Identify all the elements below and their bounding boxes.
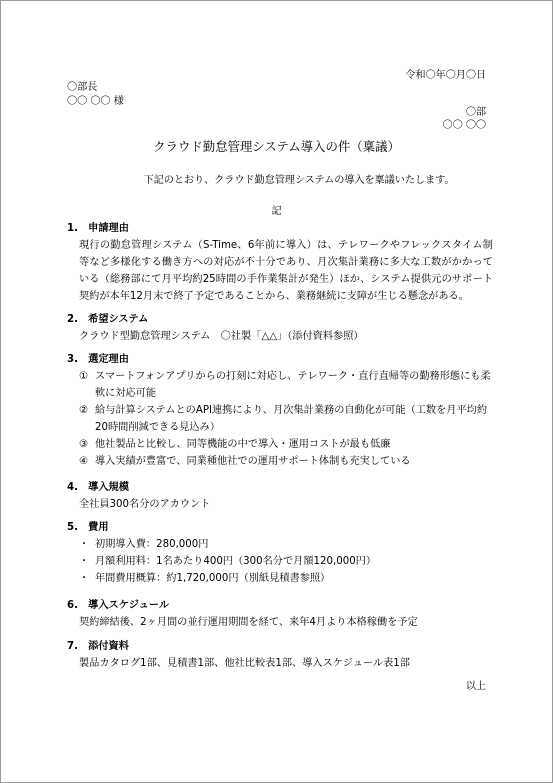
list-item: ・ 初期導入費：280,000円	[79, 536, 493, 553]
section-heading: 5. 費用	[67, 522, 109, 533]
section-heading: 4. 導入規模	[67, 482, 129, 493]
item-text: 他社製品と比較し、同等機能の中で導入・運用コストが最も低廉	[95, 439, 391, 450]
section-selection-reason	[67, 351, 493, 470]
closing-text: 以上	[465, 681, 486, 692]
intro-text: 下記のとおり、クラウド勤怠管理システムの導入を稟議いたします。	[143, 175, 455, 186]
list-item	[79, 436, 493, 453]
section-attachments	[67, 638, 493, 672]
section-heading: 2. 希望システム	[67, 314, 149, 325]
list-item: ・ 年間費用概算：約1,720,000円（別紙見積書参照）	[79, 570, 493, 587]
section-heading: 6. 導入スケジュール	[67, 600, 170, 611]
section-heading: 1. 申請理由	[67, 223, 129, 234]
section-paragraph: クラウド型勤怠管理システム 〇社製「△△」（添付資料参照）	[79, 331, 364, 342]
sender-name: 〇〇 〇〇	[442, 120, 486, 131]
item-number: ②	[79, 405, 89, 416]
list-item	[79, 402, 493, 436]
ki-marker: 記	[271, 206, 282, 217]
section-paragraph: 現行の勤怠管理システム（S-Time、6年前に導入）は、テレワークやフレックスタイム制等など多様化する働き方への対応が不十分であり、月次集計業務に多大な工数がかかっている（総務部にて月平均約25時間の手作業集計が発生）ほか、システム提供元のサポート契約が本年12月末で終了予定であることから、業務継続に支障が生じる懸念がある。	[79, 240, 493, 302]
list-item	[79, 368, 493, 402]
document-title: クラウド勤怠管理システム導入の件（稟議）	[153, 139, 400, 154]
section-desired-system	[67, 311, 493, 345]
reason-list	[67, 368, 493, 470]
cost-list	[67, 536, 493, 587]
section-paragraph: 製品カタログ1部、見積書1部、他社比較表1部、導入スケジュール表1部	[79, 658, 410, 669]
section-schedule	[67, 597, 493, 631]
recipient-name: 〇〇 〇〇 様	[67, 96, 124, 107]
section-heading: 3. 選定理由	[67, 354, 129, 365]
item-number: ①	[79, 371, 89, 382]
item-text: 導入実績が豊富で、同業種他社での運用サポート体制も充実している	[95, 456, 411, 467]
section-application-reason	[67, 220, 493, 305]
item-text: 給与計算システムとのAPI連携により、月次集計業務の自動化が可能（工数を月平均約20時間削減できる見込み）	[95, 405, 488, 433]
section-cost	[67, 519, 493, 587]
sender-department: 〇部	[465, 107, 486, 118]
section-paragraph: 契約締結後、2ヶ月間の並行運用期間を経て、来年4月より本格稼働を予定	[79, 617, 418, 628]
list-item	[79, 453, 493, 470]
item-number: ③	[79, 439, 89, 450]
recipient-department: 〇部長	[67, 82, 98, 93]
section-scale	[67, 479, 493, 513]
section-heading: 7. 添付資料	[67, 641, 129, 652]
section-paragraph: 全社員300名分のアカウント	[79, 499, 211, 510]
list-item: ・ 月額利用料：1名あたり400円（300名分で月額120,000円）	[79, 553, 493, 570]
document-date: 令和〇年〇月〇日	[405, 70, 486, 81]
item-number: ④	[79, 456, 89, 467]
item-text: スマートフォンアプリからの打刻に対応し、テレワーク・直行直帰等の勤務形態にも柔軟に対応可能	[95, 371, 491, 399]
